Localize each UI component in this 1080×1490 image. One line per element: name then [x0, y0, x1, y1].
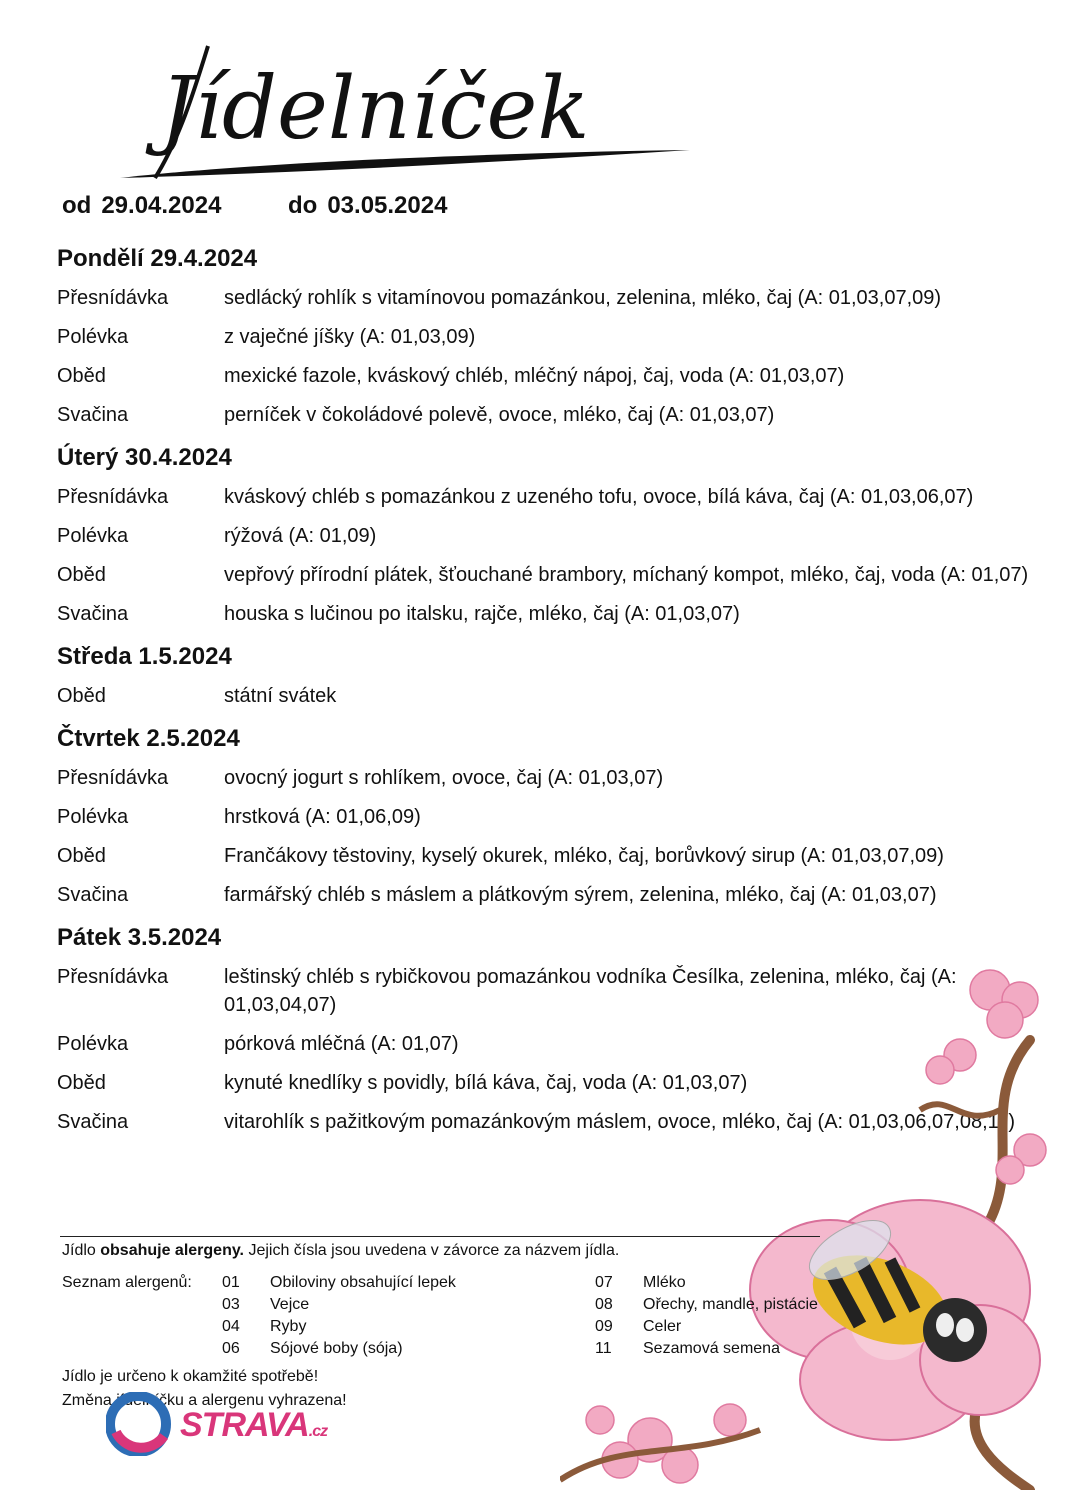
meal-description: hrstková (A: 01,06,09) [224, 806, 421, 828]
meal-name: Přesnídávka [57, 767, 169, 789]
meal-row [57, 522, 1057, 550]
meal-row [57, 842, 1057, 870]
meal-description: kváskový chléb s pomazánkou z uzeného tofu, ovoce, bílá káva, čaj (A: 01,03,06,07) [224, 486, 974, 508]
meal-row [57, 362, 1057, 390]
to-date: 03.05.2024 [327, 192, 448, 219]
meal-description: kynuté knedlíky s povidly, bílá káva, čaj, voda (A: 01,03,07) [224, 1072, 748, 1094]
flower-bee-illustration [560, 960, 1060, 1490]
meal-row [57, 483, 1057, 511]
allergen-number: 01 [222, 1274, 240, 1291]
from-date: 29.04.2024 [101, 192, 222, 219]
meal-row [57, 881, 1057, 909]
meal-name: Polévka [57, 806, 129, 828]
meal-name: Oběd [57, 1072, 106, 1094]
meal-name: Svačina [57, 603, 129, 625]
meal-name: Přesnídávka [57, 966, 169, 988]
meal-description: perníček v čokoládové polevě, ovoce, mléko, čaj (A: 01,03,07) [224, 404, 775, 426]
meal-description: vitarohlík s pažitkovým pomazánkovým máslem, ovoce, mléko, čaj (A: 01,03,06,07,08,11) [224, 1111, 1016, 1133]
allergen-number: 06 [222, 1340, 240, 1357]
meal-description: farmářský chléb s máslem a plátkovým sýrem, zelenina, mléko, čaj (A: 01,03,07) [224, 884, 937, 906]
strava-logo-text: STRAVA.cz [180, 1406, 328, 1444]
allergen-name: Mléko [643, 1274, 686, 1291]
meal-description: mexické fazole, kváskový chléb, mléčný nápoj, čaj, voda (A: 01,03,07) [224, 365, 845, 387]
meal-row [57, 401, 1057, 429]
strava-logo-icon [106, 1392, 172, 1456]
meal-name: Svačina [57, 1111, 129, 1133]
allergen-name: Ořechy, mandle, pistácie [643, 1296, 818, 1313]
day-title: Čtvrtek 2.5.2024 [57, 725, 240, 752]
allergen-list-label: Seznam alergenů: [62, 1274, 192, 1291]
meal-row [57, 803, 1057, 831]
meal-name: Polévka [57, 1033, 129, 1055]
meal-name: Přesnídávka [57, 287, 169, 309]
allergen-note [62, 1240, 619, 1262]
meal-name: Oběd [57, 845, 106, 867]
meal-description: leštinský chléb s rybičkovou pomazánkou vodníka Česílka, zelenina, mléko, čaj (A: 01,03,04,07) [224, 966, 957, 1016]
meal-description: vepřový přírodní plátek, šťouchané brambory, míchaný kompot, mléko, čaj, voda (A: 01,07) [224, 564, 1029, 586]
day-title: Pondělí 29.4.2024 [57, 245, 258, 272]
meal-name: Přesnídávka [57, 486, 169, 508]
meal-name: Svačina [57, 884, 129, 906]
allergen-name: Vejce [270, 1296, 310, 1313]
day-section [57, 642, 1057, 710]
allergen-number: 04 [222, 1318, 240, 1335]
day-title: Pátek 3.5.2024 [57, 924, 222, 951]
from-label: od [62, 192, 92, 219]
strava-logo [106, 1392, 328, 1456]
meal-name: Oběd [57, 564, 106, 586]
day-title: Středa 1.5.2024 [57, 643, 232, 670]
allergen-note-bold: obsahuje alergeny. [100, 1242, 244, 1259]
meal-description: Frančákovy těstoviny, kyselý okurek, mléko, čaj, borůvkový sirup (A: 01,03,07,09) [224, 845, 944, 867]
consumption-note: Jídlo je určeno k okamžité spotřebě! [62, 1368, 319, 1385]
meal-name: Oběd [57, 685, 106, 707]
meal-description: rýžová (A: 01,09) [224, 525, 377, 547]
meal-row [57, 764, 1057, 792]
allergen-number: 11 [595, 1340, 612, 1357]
allergen-number: 03 [222, 1296, 240, 1313]
day-section [57, 724, 1057, 909]
meal-description: sedlácký rohlík s vitamínovou pomazánkou, zelenina, mléko, čaj (A: 01,03,07,09) [224, 287, 942, 309]
meal-row [57, 284, 1057, 312]
meal-row [57, 682, 1057, 710]
allergen-name: Obiloviny obsahující lepek [270, 1274, 456, 1291]
menu-title-text: Jídelníček [160, 59, 590, 159]
day-section [57, 443, 1057, 628]
footer-divider [60, 1236, 820, 1237]
menu-title [100, 28, 700, 198]
allergen-number: 07 [595, 1274, 613, 1291]
date-range-from [62, 192, 231, 220]
allergen-number: 09 [595, 1318, 613, 1335]
meal-row [57, 561, 1057, 589]
allergen-note-prefix: Jídlo [62, 1242, 96, 1259]
meal-description: pórková mléčná (A: 01,07) [224, 1033, 459, 1055]
allergen-note-suffix: Jejich čísla jsou uvedena v závorce za názvem jídla. [248, 1242, 620, 1259]
to-label: do [288, 192, 318, 219]
allergen-number: 08 [595, 1296, 613, 1313]
allergen-name: Sójové boby (sója) [270, 1340, 403, 1357]
date-range-to [288, 192, 457, 220]
meal-description: houska s lučinou po italsku, rajče, mléko, čaj (A: 01,03,07) [224, 603, 740, 625]
meal-name: Svačina [57, 404, 129, 426]
allergen-name: Sezamová semena [643, 1340, 780, 1357]
meal-name: Oběd [57, 365, 106, 387]
meal-row [57, 323, 1057, 351]
meal-row [57, 600, 1057, 628]
meal-description: státní svátek [224, 685, 337, 707]
allergen-name: Ryby [270, 1318, 307, 1335]
day-title: Úterý 30.4.2024 [57, 444, 232, 471]
allergen-name: Celer [643, 1318, 682, 1335]
day-section [57, 244, 1057, 429]
change-note: Změna jídelníčku a alergenu vyhrazena! [62, 1392, 347, 1409]
meal-name: Polévka [57, 525, 129, 547]
meal-name: Polévka [57, 326, 129, 348]
meal-description: ovocný jogurt s rohlíkem, ovoce, čaj (A: 01,03,07) [224, 767, 664, 789]
meal-description: z vaječné jíšky (A: 01,03,09) [224, 326, 476, 348]
